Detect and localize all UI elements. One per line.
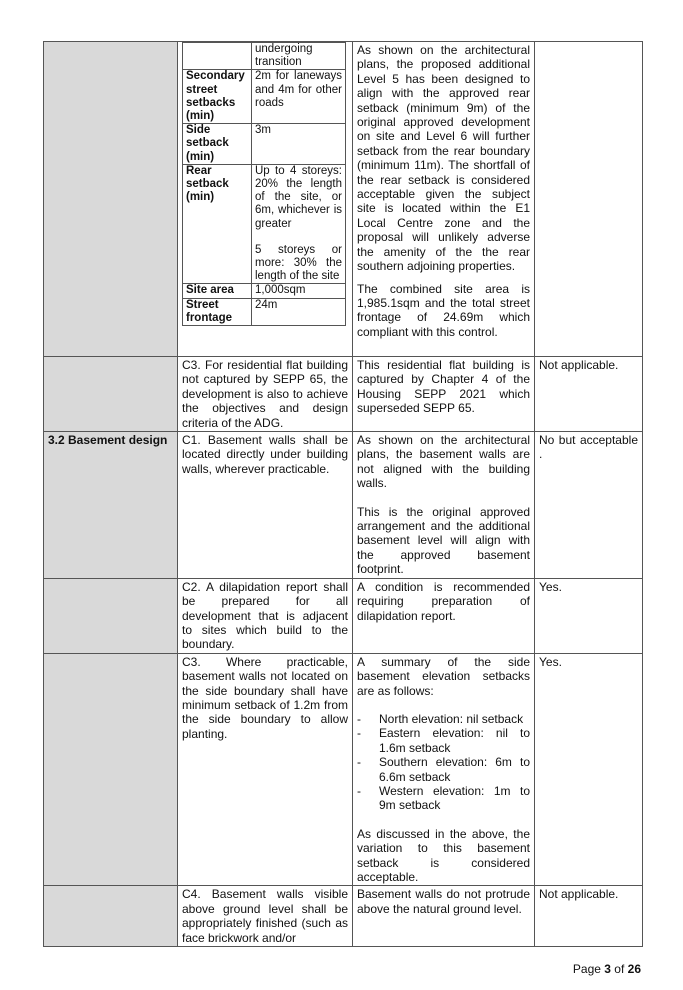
- table-row: [44, 653, 643, 886]
- comment-paragraph: As shown on the architectural plans, the basement walls are not aligned with the building walls.: [357, 433, 530, 491]
- table-row: [44, 432, 643, 579]
- table-row: [44, 886, 643, 947]
- setback-table: [182, 42, 346, 326]
- comment-cell: [353, 432, 535, 579]
- compliance-cell: Not applicable.: [535, 886, 643, 947]
- compliance-cell: Yes.: [535, 653, 643, 886]
- section-cell-empty: [44, 42, 178, 357]
- compliance-cell: Not applicable.: [535, 357, 643, 432]
- inner-value-part: 5 storeys or more: 30% the length of the site: [255, 243, 342, 283]
- inner-value: [252, 164, 346, 284]
- comment-cell: [353, 653, 535, 886]
- page-prefix: Page: [572, 962, 605, 976]
- table-row: [44, 42, 643, 357]
- control-cell: C3. For residential flat building not captured by SEPP 65, the development is also to achieve the objectives and design criteria of the ADG.: [178, 357, 353, 432]
- list-item: - North elevation: nil setback: [357, 712, 530, 726]
- inner-value: 3m: [252, 124, 346, 165]
- page-number: [573, 962, 641, 976]
- comment-paragraph: The combined site area is 1,985.1sqm and the total street frontage of 24.69m which compliant with this control.: [357, 281, 530, 339]
- comment-cell: This residential flat building is captured by Chapter 4 of the Housing SEPP 2021 which superseded SEPP 65.: [353, 357, 535, 432]
- compliance-cell-empty: [535, 42, 643, 357]
- inner-row: [183, 284, 346, 298]
- control-cell: C4. Basement walls visible above ground level shall be appropriately finished (such as face brickwork and/or: [178, 886, 353, 947]
- inner-key: Street frontage: [183, 298, 252, 325]
- comment-paragraph: As discussed in the above, the variation to this basement setback is considered acceptable.: [357, 826, 530, 884]
- comment-paragraph: This is the original approved arrangement and the additional basement level will align with the approved basement footprint.: [357, 504, 530, 577]
- inner-row: [183, 70, 346, 124]
- control-cell: C3. Where practicable, basement walls not located on the side boundary shall have minimum setback of 1.2m from the side boundary to allow planting.: [178, 653, 353, 886]
- inner-row: [183, 164, 346, 284]
- comment-cell: Basement walls do not protrude above the natural ground level.: [353, 886, 535, 947]
- compliance-table: [43, 41, 643, 947]
- inner-value: 1,000sqm: [252, 284, 346, 298]
- section-cell-empty: [44, 357, 178, 432]
- comment-cell: A condition is recommended requiring preparation of dilapidation report.: [353, 578, 535, 653]
- inner-value: 24m: [252, 298, 346, 325]
- page-total: 26: [627, 962, 641, 976]
- inner-row: [183, 124, 346, 165]
- inner-row: [183, 43, 346, 70]
- compliance-cell: Yes.: [535, 578, 643, 653]
- comment-paragraph: A summary of the side basement elevation setbacks are as follows:: [357, 654, 530, 698]
- inner-row: [183, 298, 346, 325]
- list-item: - Eastern elevation: nil to 1.6m setback: [357, 726, 530, 755]
- comment-cell: [353, 42, 535, 357]
- section-cell-empty: [44, 653, 178, 886]
- inner-key: Side setback (min): [183, 124, 252, 165]
- setback-list: [357, 712, 530, 813]
- inner-value: 2m for laneways and 4m for other roads: [252, 70, 346, 124]
- inner-key: Secondary street setbacks (min): [183, 70, 252, 124]
- control-cell: C2. A dilapidation report shall be prepared for all development that is adjacent to sites which build to the boundary.: [178, 578, 353, 653]
- control-cell: [178, 42, 353, 357]
- compliance-cell: No but acceptable .: [535, 432, 643, 579]
- section-cell-empty: [44, 886, 178, 947]
- list-item: - Western elevation: 1m to 9m setback: [357, 784, 530, 813]
- page-of: of: [610, 962, 628, 976]
- section-title: 3.2 Basement design: [44, 432, 178, 579]
- inner-key: Rear setback (min): [183, 164, 252, 284]
- table-row: [44, 578, 643, 653]
- inner-key: Site area: [183, 284, 252, 298]
- section-cell-empty: [44, 578, 178, 653]
- inner-key: [183, 43, 252, 70]
- page-current: 3: [604, 962, 611, 976]
- comment-paragraph: As shown on the architectural plans, the proposed additional Level 5 has been designed to align with the approved rear setback (minimum 9m) of the original approved development on site and Level 6 will further setback from the rear boundary (minimum 11m). The shortfall of the rear setback is considered acceptable given the subject site is located within the E1 Local Centre zone and the proposal will unlikely adverse the amenity of the the rear southern adjoining properties.: [357, 43, 530, 274]
- inner-value-part: Up to 4 storeys: 20% the length of the site, or 6m, whichever is greater: [255, 164, 342, 230]
- inner-value: undergoing transition: [252, 43, 346, 70]
- control-cell: C1. Basement walls shall be located directly under building walls, wherever practicable.: [178, 432, 353, 579]
- table-row: [44, 357, 643, 432]
- list-item: - Southern elevation: 6m to 6.6m setback: [357, 755, 530, 784]
